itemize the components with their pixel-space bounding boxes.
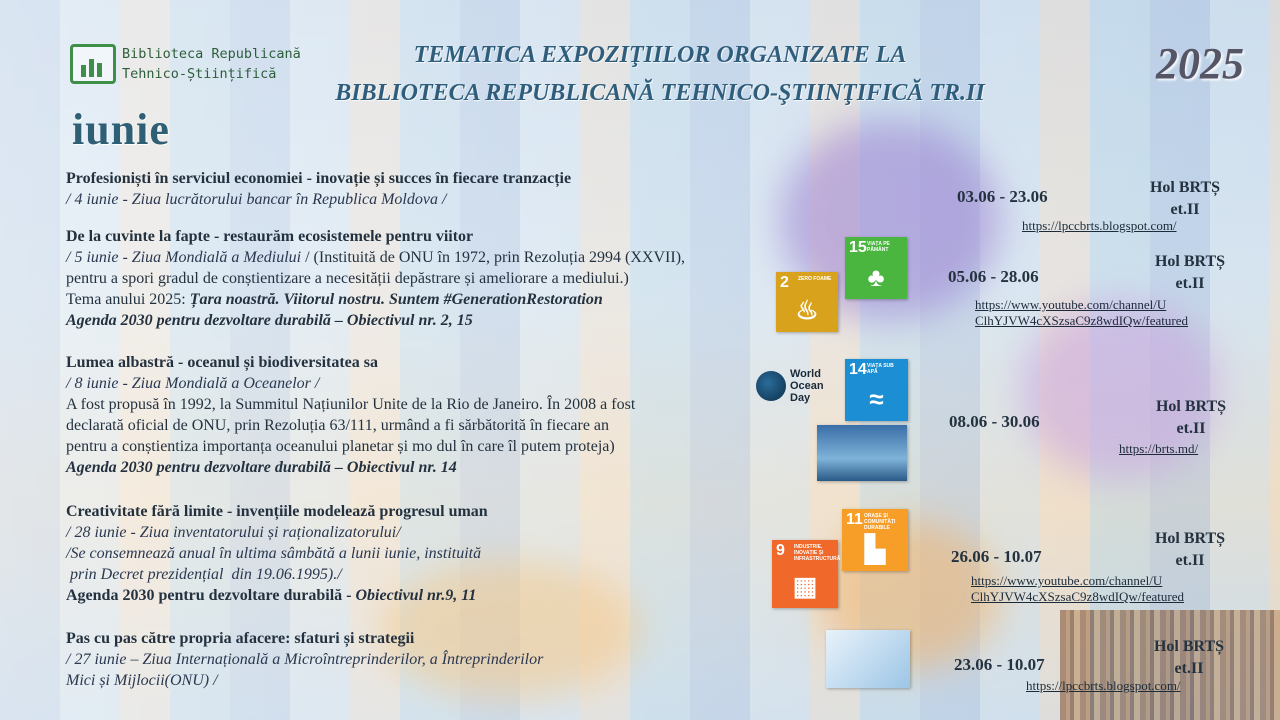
entry-heading: Profesioniști în serviciul economiei - inovație și succes în fiecare tranzacție xyxy=(66,170,572,187)
title-line2: BIBLIOTECA REPUBLICANĂ TEHNICO-ŞTIINŢIFICĂ TR.II xyxy=(335,80,985,106)
exhibition-date-5: 23.06 - 10.07 xyxy=(954,655,1045,674)
exhibition-link-4[interactable]: https://www.youtube.com/channel/U ClhYJVW4cXSzsaC9z8wdIQw/featured xyxy=(971,573,1185,604)
exhibition-entry-1 xyxy=(66,168,571,210)
logo-line2: Tehnico-Științifică xyxy=(122,66,277,82)
exhibition-entry-4 xyxy=(66,501,766,606)
entry-heading: Lumea albastră - oceanul și biodiversitatea sa xyxy=(66,354,378,371)
month-label: iunie xyxy=(72,105,170,154)
entry-occasion: / 8 iunie - Ziua Mondială a Oceanelor / xyxy=(66,375,320,392)
entry-heading: De la cuvinte la fapte - restaurăm ecosistemele pentru viitor xyxy=(66,228,474,245)
entry-description: declarată oficial de ONU, prin Rezoluția 63/111, urmând a fi sărbătorită în fiecare an xyxy=(66,417,610,434)
agenda-label: Agenda 2030 pentru dezvoltare durabilă - xyxy=(66,587,356,604)
library-logo xyxy=(70,44,301,84)
sdg-9-tile: 9 INDUSTRIE, INOVAȚIE ȘI INFRASTRUCTURĂ ▦ xyxy=(772,540,838,608)
ocean-globe-icon xyxy=(756,371,786,401)
sdg-14-tile: 14 VIAȚA SUB APĂ ≈ xyxy=(845,359,908,421)
bowl-icon: ♨ xyxy=(795,295,819,325)
exhibition-date-4: 26.06 - 10.07 xyxy=(951,547,1042,566)
entry-occasion: / 28 iunie - Ziua inventatorului și raționalizatorului/ xyxy=(66,524,401,541)
exhibition-date-1: 03.06 - 23.06 xyxy=(957,187,1048,206)
page-title xyxy=(300,36,1020,112)
business-gears-image xyxy=(826,630,910,688)
agenda-goal: Agenda 2030 pentru dezvoltare durabilă – Obiectivul nr. 2, 15 xyxy=(66,312,473,329)
exhibition-date-2: 05.06 - 28.06 xyxy=(948,267,1039,286)
entry-description: pentru a spori gradul de conștientizare a necesității depăstrare și ameliorare a mediului.) xyxy=(66,270,629,287)
exhibition-entry-5 xyxy=(66,628,786,691)
exhibition-entry-2 xyxy=(66,226,826,331)
exhibition-location-4: Hol BRTȘ et.II xyxy=(1154,530,1226,569)
sdg-2-tile: 2 ZERO FOAME ♨ xyxy=(776,272,838,332)
entry-occasion: Mici și Mijlocii(ONU) / xyxy=(66,672,218,689)
entry-description: /Se consemnează anual în ultima sâmbătă a lunii iunie, instituită xyxy=(66,545,482,562)
sdg-15-tile: 15 VIAȚA PE PĂMÂNT ♣ xyxy=(845,237,907,299)
exhibition-location-1: Hol BRTȘ et.II xyxy=(1149,179,1221,218)
agenda-goal: Obiectivul nr.9, 11 xyxy=(355,587,477,604)
cubes-icon: ▦ xyxy=(792,571,818,601)
entry-heading: Pas cu pas către propria afacere: sfaturi și strategii xyxy=(66,630,415,647)
year-label: 2025 xyxy=(1156,39,1244,88)
sdg-11-tile: 11 ORAȘE ȘI COMUNITĂȚI DURABILE ▙ xyxy=(842,509,908,571)
exhibition-date-3: 08.06 - 30.06 xyxy=(949,412,1040,431)
entry-description: pentru a conștientiza importanța oceanului planetar și mo dul în care îl putem proteja) xyxy=(66,438,615,455)
entry-heading: Creativitate fără limite - invențiile modelează progresul uman xyxy=(66,503,488,520)
logo-line1: Biblioteca Republicană xyxy=(122,46,301,62)
exhibition-link-1[interactable]: https://lpccbrts.blogspot.com/ xyxy=(1022,218,1177,233)
entry-occasion: / 4 iunie - Ziua lucrătorului bancar în Republica Moldova / xyxy=(66,191,447,208)
exhibition-location-2: Hol BRTȘ et.II xyxy=(1154,253,1226,292)
theme-value: Țara noastră. Viitorul nostru. Suntem #GenerationRestoration xyxy=(189,291,603,308)
tree-icon: ♣ xyxy=(867,262,885,292)
entry-description: / (Instituită de ONU în 1972, prin Rezoluția 2994 (XXVII), xyxy=(301,249,686,266)
wind-turbines-image xyxy=(817,425,907,481)
entry-occasion: / 5 iunie - Ziua Mondială a Mediului xyxy=(66,249,302,266)
exhibition-link-5[interactable]: https://lpccbrts.blogspot.com/ xyxy=(1026,678,1181,693)
exhibition-location-3: Hol BRTȘ et.II xyxy=(1155,398,1227,437)
world-ocean-day-logo: World Ocean Day xyxy=(756,368,824,404)
exhibition-link-3[interactable]: https://brts.md/ xyxy=(1119,441,1199,456)
exhibition-entry-3 xyxy=(66,352,786,478)
exhibition-link-2[interactable]: https://www.youtube.com/channel/U ClhYJVW4cXSzsaC9z8wdIQw/featured xyxy=(975,297,1189,328)
title-line1: TEMATICA EXPOZIŢIILOR ORGANIZATE LA xyxy=(413,42,907,68)
city-icon: ▙ xyxy=(865,534,885,564)
entry-description: A fost propusă în 1992, la Summitul Națiunilor Unite de la Rio de Janeiro. În 2008 a fost xyxy=(66,396,636,413)
monitor-chart-icon xyxy=(70,44,116,84)
entry-description: prin Decret prezidențial din 19.06.1995)./ xyxy=(66,566,342,583)
entry-occasion: / 27 iunie – Ziua Internațională a Microîntreprinderilor, a Întreprinderilor xyxy=(66,651,544,668)
exhibition-location-5: Hol BRTȘ et.II xyxy=(1153,638,1225,677)
fish-icon: ≈ xyxy=(869,384,884,414)
agenda-goal: Agenda 2030 pentru dezvoltare durabilă – Obiectivul nr. 14 xyxy=(66,459,457,476)
theme-label: Tema anului 2025: xyxy=(66,291,190,308)
